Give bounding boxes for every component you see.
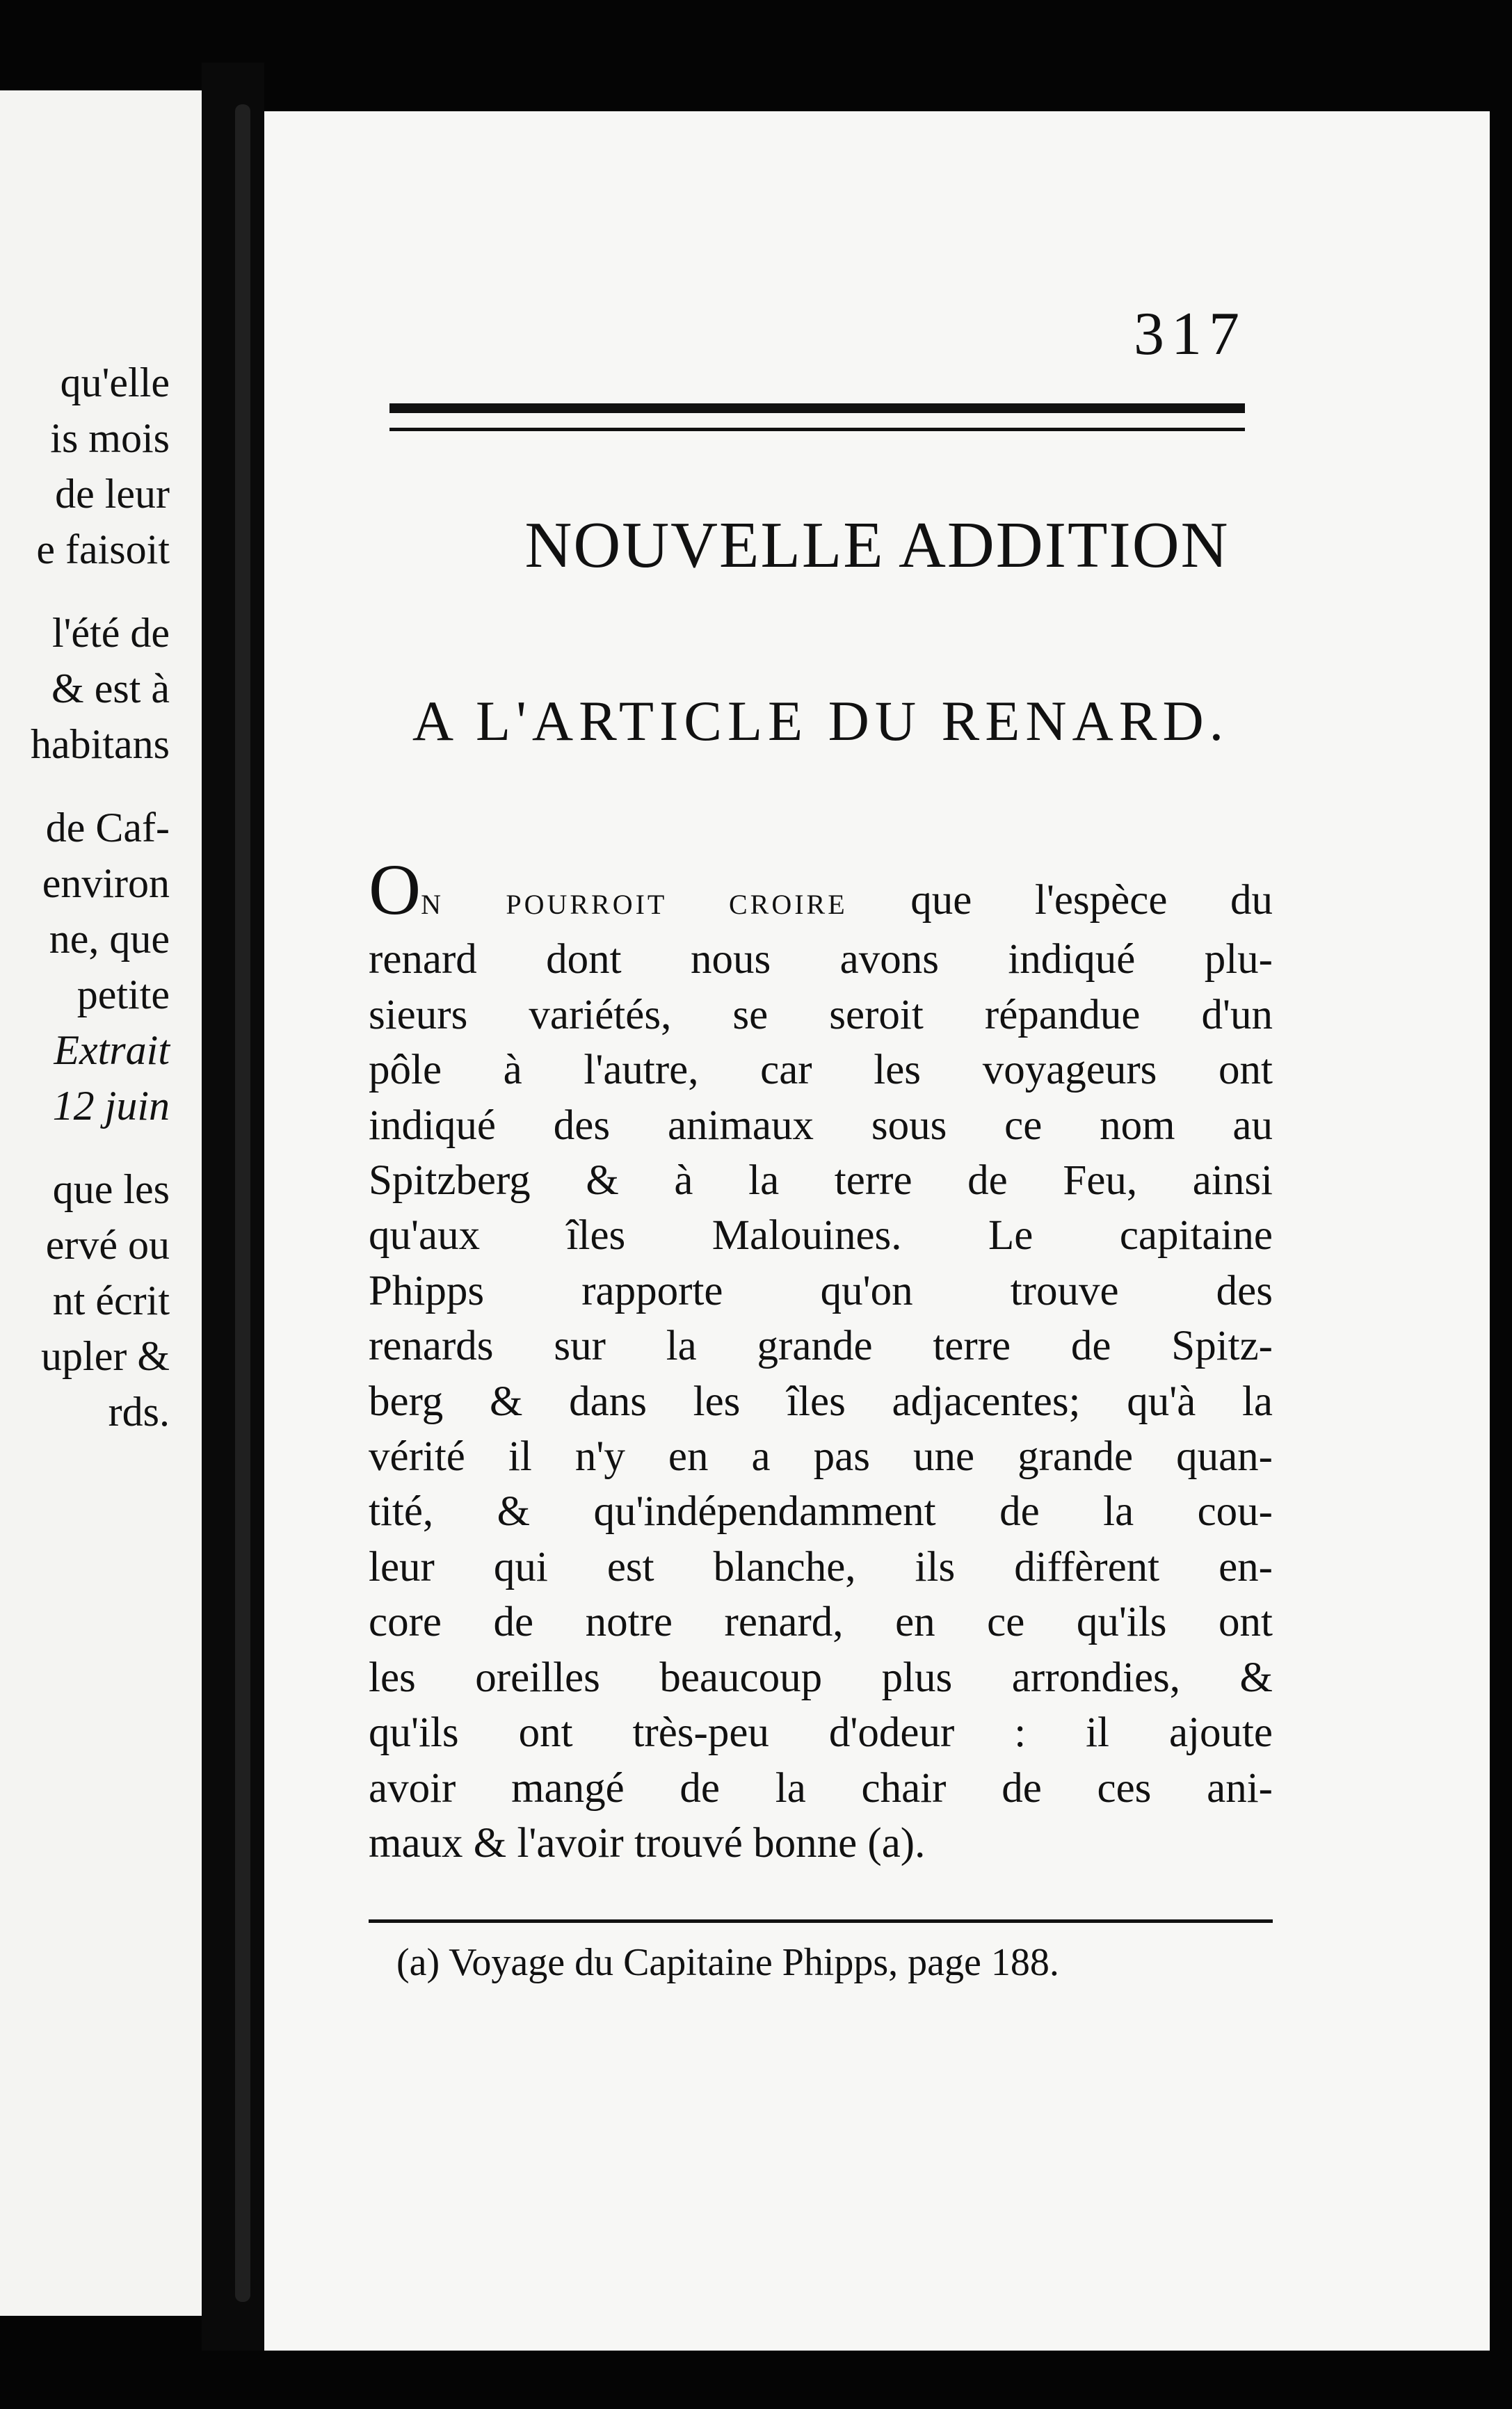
left-line: de leur [55, 471, 170, 517]
header-rule-thick [389, 403, 1245, 413]
left-line: petite [77, 972, 170, 1017]
footnote: (a) Voyage du Capitaine Phipps, page 188. [396, 1941, 1059, 1984]
left-line: environ [42, 860, 170, 906]
body-line: core de notre renard, en ce qu'ils ont [369, 1599, 1273, 1646]
left-line: rds. [108, 1389, 170, 1435]
left-line: que les [52, 1166, 170, 1212]
body-line: pôle à l'autre, car les voyageurs ont [369, 1047, 1273, 1094]
page-subtitle: A L'ARTICLE DU RENARD. [412, 689, 1230, 752]
body-line: vérité il n'y en a pas une grande quan- [369, 1433, 1273, 1481]
paragraph-gap [0, 577, 170, 605]
opening-small-caps: N POURROIT CROIRE [421, 889, 848, 920]
right-page [264, 111, 1490, 2351]
left-line: nt écrit [52, 1278, 170, 1323]
body-line: qu'ils ont très-peu d'odeur : il ajoute [369, 1709, 1273, 1757]
paragraph-gap [0, 1134, 170, 1161]
body-line: renard dont nous avons indiqué plu- [369, 936, 1273, 983]
body-line: leur qui est blanche, ils diffèrent en- [369, 1543, 1273, 1590]
left-line: e faisoit [36, 526, 170, 572]
left-line: Extrait [54, 1027, 170, 1073]
drop-cap: O [369, 850, 421, 930]
body-line: indiqué des animaux sous ce nom au [369, 1102, 1273, 1149]
body-paragraph [369, 850, 1273, 1871]
body-line: Phipps rapporte qu'on trouve des [369, 1267, 1273, 1314]
left-line: is mois [50, 415, 170, 461]
body-line: Spitzberg & à la terre de Feu, ainsi [369, 1157, 1273, 1204]
body-line: qu'aux îles Malouines. Le capitaine [369, 1212, 1273, 1259]
body-line: sieurs variétés, se seroit répandue d'un [369, 991, 1273, 1038]
header-rule-thin [389, 428, 1245, 431]
left-page [0, 90, 202, 2316]
body-line: tité, & qu'indépendamment de la cou- [369, 1488, 1273, 1536]
paragraph-gap [0, 772, 170, 800]
first-line-rest: que l'espèce du [910, 877, 1273, 924]
body-line: maux & l'avoir trouvé bonne (a). [369, 1819, 926, 1867]
body-line: berg & dans les îles adjacentes; qu'à la [369, 1378, 1273, 1425]
left-line: & est à [51, 666, 170, 711]
scan-background [0, 2351, 1512, 2409]
left-line: habitans [31, 721, 170, 767]
left-line: ne, que [49, 916, 170, 962]
left-line: ervé ou [45, 1222, 170, 1268]
left-line: upler & [41, 1333, 170, 1379]
left-page-text [0, 355, 170, 1440]
first-line [369, 850, 1273, 932]
body-line: avoir mangé de la chair de ces ani- [369, 1764, 1273, 1812]
left-line: qu'elle [60, 360, 170, 405]
page-number: 317 [1134, 300, 1246, 368]
gutter-ridge [235, 104, 250, 2302]
body-line: les oreilles beaucoup plus arrondies, & [369, 1654, 1273, 1701]
body-line: renards sur la grande terre de Spitz- [369, 1323, 1273, 1370]
left-line: de Caf- [45, 805, 170, 851]
left-line: 12 juin [52, 1083, 170, 1129]
book-gutter [202, 63, 264, 2378]
left-line: l'été de [51, 610, 170, 656]
footnote-rule [369, 1919, 1273, 1923]
page-title: NOUVELLE ADDITION [524, 509, 1230, 581]
